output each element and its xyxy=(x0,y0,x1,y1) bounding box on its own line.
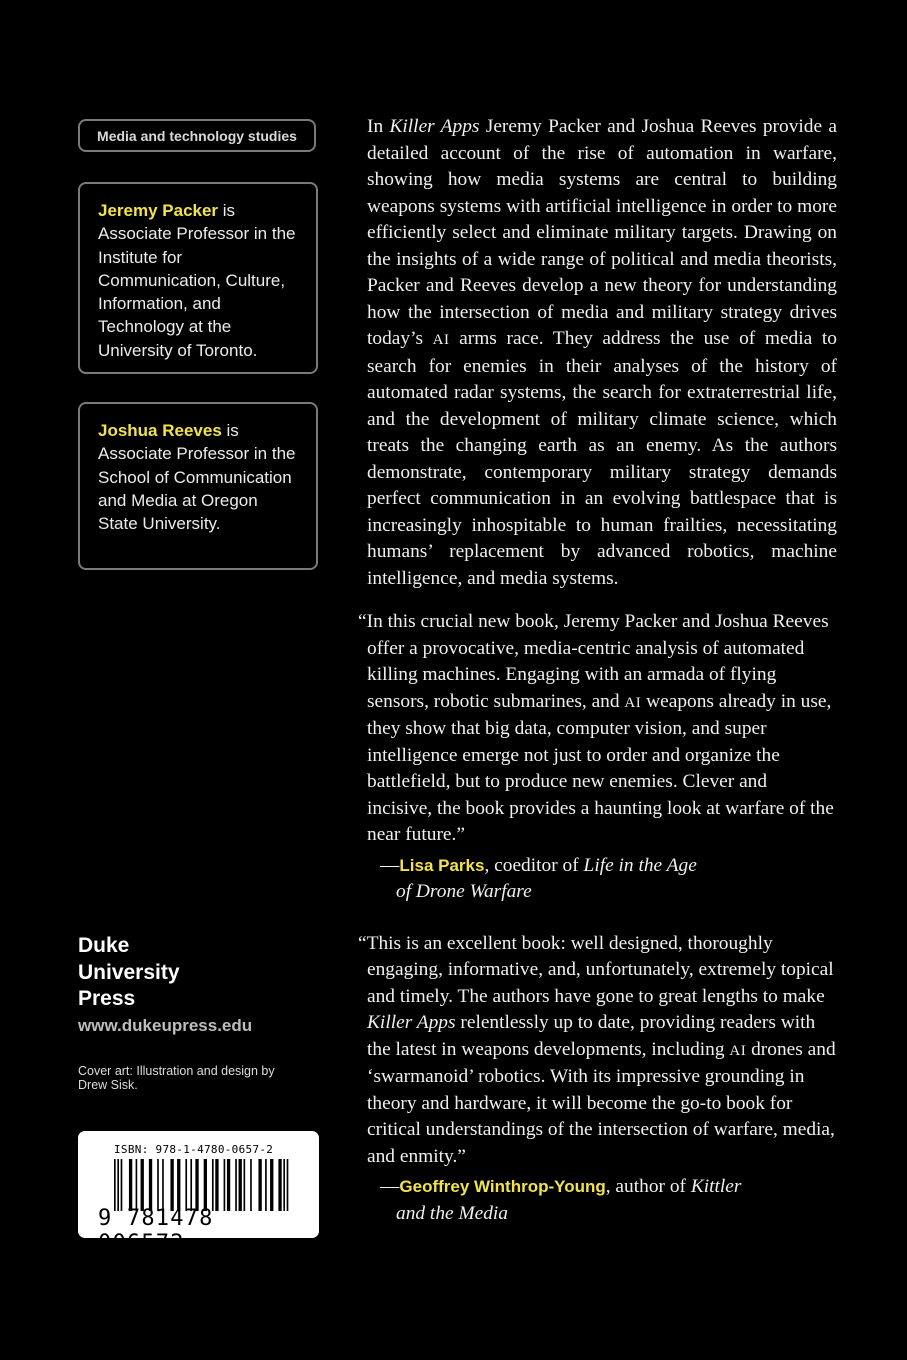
author-name: Joshua Reeves xyxy=(98,421,222,440)
barcode-bar xyxy=(129,1159,132,1211)
publisher-logo xyxy=(78,933,180,1013)
isbn-label: ISBN: 978-1-4780-0657-2 xyxy=(114,1143,274,1156)
barcode-bar xyxy=(258,1159,261,1211)
barcode-bar xyxy=(227,1159,230,1211)
barcode-bar xyxy=(141,1159,144,1211)
publisher-line: University xyxy=(78,960,180,984)
publisher-line: Duke xyxy=(78,934,130,957)
publisher-url[interactable]: www.dukeupress.edu xyxy=(78,1016,253,1035)
barcode-bars xyxy=(114,1159,290,1211)
barcode-bar xyxy=(235,1159,237,1211)
endorser-name: Lisa Parks xyxy=(399,855,485,875)
barcode-bar xyxy=(283,1159,285,1211)
author-bio-reeves xyxy=(78,402,318,570)
barcode-bar xyxy=(190,1159,192,1211)
isbn-digits: 9 781478 006572 xyxy=(98,1206,214,1256)
author-bio-text: is Associate Professor in the Institute for Communication, Culture, Information, and Technology at the University of Toronto. xyxy=(98,201,296,360)
cover-credit: Cover art: Illustration and design by Drew Sisk. xyxy=(78,1064,275,1092)
barcode-bar xyxy=(121,1159,123,1211)
barcode-bar xyxy=(287,1159,289,1211)
barcode-bar xyxy=(215,1159,218,1211)
barcode-bar xyxy=(212,1159,214,1211)
author-name: Jeremy Packer xyxy=(98,201,219,220)
barcode-bar xyxy=(224,1159,226,1211)
endorsement-attribution: —Geoffrey Winthrop-Young, author of Kittler and the Media xyxy=(380,1176,742,1224)
category-label: Media and technology studies xyxy=(78,119,316,152)
barcode-bar xyxy=(204,1159,207,1211)
publisher-line: Press xyxy=(78,987,136,1010)
book-description: In Killer Apps Jeremy Packer and Joshua Reeves provide a detailed account of the rise of automation in warfare, showing how media systems are central to building weapons systems with artificial intelligence in order to more efficiently select and eliminate military targets. Drawing on the insights of a wide range of political and media theorists, Packer and Reeves develop a new theory for understanding how the intersection of media and military strategy drives today’s AI arms race. They address the use of media to search for enemies in their analyses of the history of automated radar systems, the search for extraterrestrial life, and the development of military climate science, which treats the changing earth as an enemy. As the authors demonstrate, contemporary military strategy demands perfect communication in an evolving battlespace that is increasingly inhospitable to human frailties, necessitating humans’ replacement by advanced robotics, machine intelligence, and media systems. xyxy=(367,116,837,589)
barcode-bar xyxy=(114,1159,116,1211)
barcode-bar xyxy=(117,1159,119,1211)
endorser-name: Geoffrey Winthrop-Young xyxy=(399,1177,606,1196)
barcode-bar xyxy=(244,1159,246,1211)
barcode-bar xyxy=(177,1159,180,1211)
endorsement-attribution: —Lisa Parks, coeditor of Life in the Age of Drone Warfare xyxy=(380,854,697,902)
barcode-bar xyxy=(170,1159,173,1211)
barcode-bar xyxy=(149,1159,152,1211)
barcode-bar xyxy=(157,1159,159,1211)
author-bio-packer xyxy=(78,182,318,374)
endorsement-quote: “In this crucial new book, Jeremy Packer and Joshua Reeves offer a provocative, media-centric analysis of automated killing machines. Engaging with an armada of flying sensors, robotic submarines, and AI weapons already in use, they show that big data, computer vision, and super intelligence emerge not just to order and organize the battlefield, but to produce new enemies. Clever and incisive, the book provides a haunting look at warfare of the near future.” xyxy=(358,611,834,845)
book-title: Killer Apps xyxy=(389,116,480,137)
barcode-bar xyxy=(278,1159,281,1211)
barcode-bar xyxy=(270,1159,273,1211)
isbn-barcode xyxy=(78,1131,319,1256)
back-cover-text xyxy=(358,114,837,1227)
barcode-bar xyxy=(265,1159,267,1211)
barcode-bar xyxy=(250,1159,252,1211)
barcode-bar xyxy=(136,1159,138,1211)
author-bio-text: is Associate Professor in the School of Communication and Media at Oregon State University. xyxy=(98,421,296,534)
endorsement-quote: “This is an excellent book: well designed, thoroughly engaging, informative, and, unfortunately, extremely topical and timely. The authors have gone to great lengths to make Killer Apps relentlessly up to date, providing readers with the latest in weapons developments, including AI drones and ‘swarmanoid’ robotics. With its impressive grounding in theory and hardware, it will become the go-to book for critical understandings of the intersection of warfare, media, and enmity.” xyxy=(358,932,836,1167)
barcode-bar xyxy=(239,1159,242,1211)
barcode-bar xyxy=(195,1159,198,1211)
barcode-bar xyxy=(185,1159,187,1211)
barcode-bar xyxy=(162,1159,164,1211)
